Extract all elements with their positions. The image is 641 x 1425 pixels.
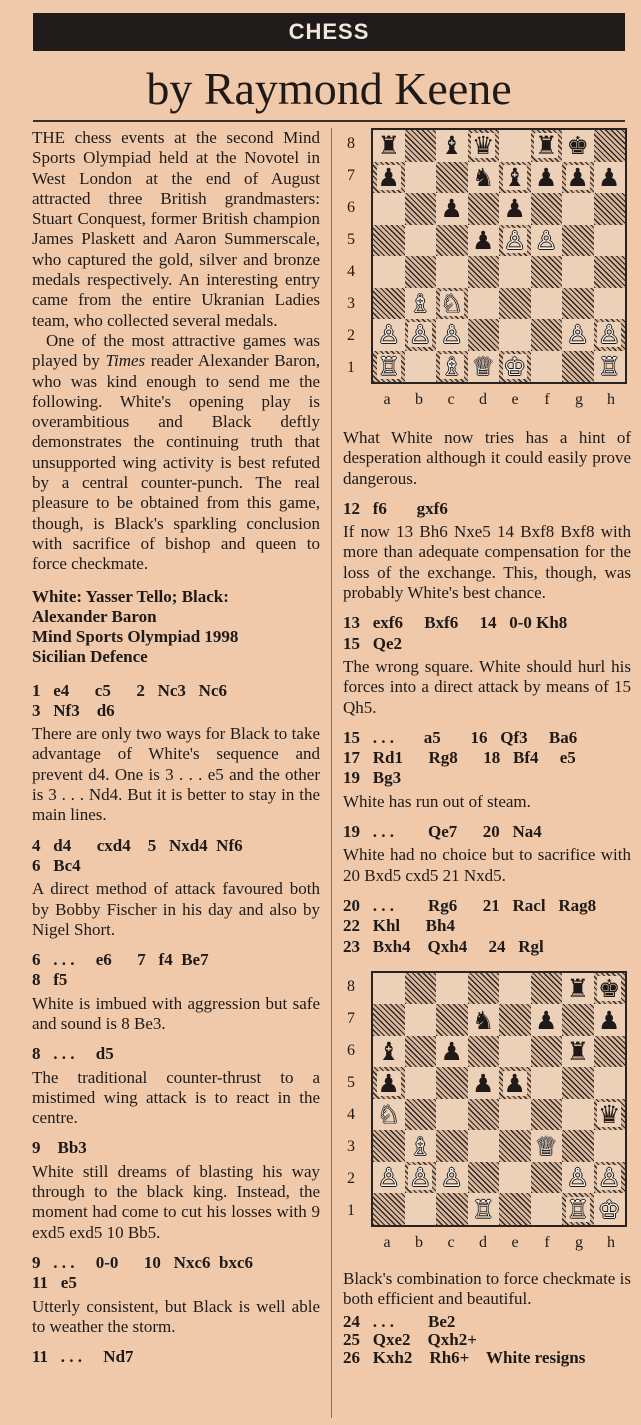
square-c2	[436, 319, 468, 351]
file-label: f	[544, 1233, 550, 1251]
square-b7	[405, 162, 437, 194]
square-h7	[594, 162, 626, 194]
square-c4	[436, 1099, 468, 1131]
square-c2	[436, 1162, 468, 1194]
left-column	[32, 128, 320, 1367]
moves-2: 3 Nf3 d6	[32, 700, 115, 720]
white-queen-icon: ♕	[535, 1131, 558, 1161]
square-f3	[531, 288, 563, 320]
square-c3	[436, 1130, 468, 1162]
square-f7	[531, 1004, 563, 1036]
r-moves-7: 19 . . . Qe7 20 Na4	[343, 822, 542, 842]
rank-label: 3	[347, 295, 355, 312]
square-d1	[468, 351, 500, 383]
rank-label: 6	[347, 1041, 355, 1059]
white-pawn-icon: ♙	[566, 320, 589, 350]
square-g2	[562, 319, 594, 351]
square-e4	[499, 1099, 531, 1131]
square-g7	[562, 162, 594, 194]
square-d6	[468, 193, 500, 225]
black-king-icon: ♚	[598, 974, 621, 1004]
black-rook-icon: ♜	[566, 974, 589, 1004]
square-b3	[405, 1130, 437, 1162]
square-a7	[373, 1004, 405, 1036]
square-d7	[468, 1004, 500, 1036]
square-d1	[468, 1193, 500, 1225]
square-a3	[373, 1130, 405, 1162]
square-g4	[562, 1099, 594, 1131]
white-pawn-icon: ♙	[409, 320, 432, 350]
square-e6	[499, 193, 531, 225]
rank-label: 6	[347, 199, 355, 216]
moves-3: 4 d4 cxd4 5 Nxd4 Nf6	[32, 835, 243, 855]
white-rook-icon: ♖	[598, 351, 621, 381]
square-a1	[373, 1193, 405, 1225]
square-h4	[594, 256, 626, 288]
square-e1	[499, 351, 531, 383]
r-moves-4: 15 . . . a5 16 Qf3 Ba6	[343, 727, 578, 747]
r-moves-13: 26 Kxh2 Rh6+ White resigns	[343, 1348, 586, 1368]
square-h7	[594, 1004, 626, 1036]
square-h5	[594, 1067, 626, 1099]
square-d8	[468, 973, 500, 1005]
moves-1: 1 e4 c5 2 Nc3 Nc6	[32, 680, 227, 700]
right-column	[343, 128, 631, 1367]
rank-label: 3	[347, 1137, 355, 1155]
square-a2	[373, 1162, 405, 1194]
white-knight-icon: ♘	[440, 288, 463, 318]
square-c8	[436, 973, 468, 1005]
square-a6	[373, 193, 405, 225]
square-h3	[594, 1130, 626, 1162]
file-label: b	[415, 391, 423, 408]
square-e3	[499, 1130, 531, 1162]
black-pawn-icon: ♟	[440, 194, 463, 224]
rank-label: 2	[347, 327, 355, 344]
square-e8	[499, 973, 531, 1005]
moves-7: 8 . . . d5	[32, 1044, 114, 1064]
diagram-1	[343, 128, 631, 428]
square-b4	[405, 1099, 437, 1131]
square-g8	[562, 973, 594, 1005]
rank-label: 1	[347, 359, 355, 376]
square-b6	[405, 193, 437, 225]
black-pawn-icon: ♟	[598, 1005, 621, 1035]
file-label: f	[544, 391, 550, 408]
r-moves-11: 24 . . . Be2	[343, 1312, 456, 1332]
square-b8	[405, 130, 437, 162]
chessboard-2	[371, 971, 627, 1227]
square-d3	[468, 1130, 500, 1162]
r-moves-1: 12 f6 gxf6	[343, 498, 448, 518]
moves-9: 9 . . . 0-0 10 Nxc6 bxc6	[32, 1252, 253, 1272]
square-c6	[436, 1036, 468, 1068]
moves-6: 8 f5	[32, 970, 68, 990]
black-pawn-icon: ♟	[377, 162, 400, 192]
square-g1	[562, 1193, 594, 1225]
r-moves-12: 25 Qxe2 Qxh2+	[343, 1330, 477, 1350]
comment-5: White still dreams of blasting his way through to the black king. Instead, the moment had come to cut his losses with 9 exd5 exd5 10 Bb5.	[32, 1161, 320, 1242]
square-a8	[373, 973, 405, 1005]
square-f4	[531, 1099, 563, 1131]
white-pawn-icon: ♙	[440, 320, 463, 350]
square-e2	[499, 319, 531, 351]
square-e4	[499, 256, 531, 288]
square-h6	[594, 193, 626, 225]
white-bishop-icon: ♗	[409, 1131, 432, 1161]
second-paragraph	[32, 331, 320, 575]
square-e7	[499, 1004, 531, 1036]
file-label: h	[607, 1233, 615, 1251]
white-rook-icon: ♖	[377, 351, 400, 381]
square-d7	[468, 162, 500, 194]
square-e3	[499, 288, 531, 320]
black-queen-icon: ♛	[598, 1100, 621, 1130]
game-header-line-1: White: Yasser Tello; Black:	[32, 586, 229, 606]
comment-6: Utterly consistent, but Black is well able to weather the storm.	[32, 1296, 320, 1336]
rank-label: 5	[347, 231, 355, 248]
square-f7	[531, 162, 563, 194]
file-label: d	[479, 391, 487, 408]
square-g5	[562, 225, 594, 257]
square-f5	[531, 225, 563, 257]
square-c7	[436, 1004, 468, 1036]
square-c1	[436, 351, 468, 383]
comment-4: The traditional counter-thrust to a mistimed wing attack is to react in the centre.	[32, 1067, 320, 1128]
square-a5	[373, 225, 405, 257]
comment-3: White is imbued with aggression but safe and sound is 8 Be3.	[32, 993, 320, 1033]
white-pawn-icon: ♙	[598, 320, 621, 350]
square-e7	[499, 162, 531, 194]
square-b5	[405, 225, 437, 257]
square-b1	[405, 351, 437, 383]
square-g6	[562, 1036, 594, 1068]
square-e5	[499, 225, 531, 257]
square-g1	[562, 351, 594, 383]
square-d5	[468, 225, 500, 257]
square-c7	[436, 162, 468, 194]
p2-text-c: reader Alexander Baron, who was kind enough to send me the following. White's opening play is overambitious and Black deftly demonstrates the continuing truth that unsupported wing activity is best refuted by a central counter-punch. The real pleasure to be obtained from this game, though, is Black's sparkling conclusion with sacrifice of bishop and queen to force checkmate.	[32, 351, 320, 574]
r-comment-5: White had no choice but to sacrifice with 20 Bxd5 cxd5 21 Nxd5.	[343, 845, 631, 885]
white-queen-icon: ♕	[472, 351, 495, 381]
r-comment-6: Black's combination to force checkmate is both efficient and beautiful.	[343, 1268, 631, 1309]
rank-label: 2	[347, 1169, 355, 1187]
black-pawn-icon: ♟	[503, 194, 526, 224]
chessboard-1	[371, 128, 627, 384]
white-pawn-icon: ♙	[377, 1163, 400, 1193]
p2-text-a: One of the most attractive games was played by	[32, 330, 320, 371]
rank-label: 5	[347, 1073, 355, 1091]
square-d6	[468, 1036, 500, 1068]
rank-label: 8	[347, 135, 355, 152]
file-label: c	[447, 1233, 455, 1251]
rank-label: 7	[347, 1009, 355, 1027]
square-g6	[562, 193, 594, 225]
square-f8	[531, 973, 563, 1005]
black-rook-icon: ♜	[377, 131, 400, 161]
square-h1	[594, 1193, 626, 1225]
r-moves-5: 17 Rd1 Rg8 18 Bf4 e5	[343, 748, 576, 768]
black-pawn-icon: ♟	[503, 1068, 526, 1098]
black-knight-icon: ♞	[472, 162, 495, 192]
square-f4	[531, 256, 563, 288]
square-d4	[468, 1099, 500, 1131]
rank-label: 8	[347, 977, 355, 995]
square-d5	[468, 1067, 500, 1099]
file-label: c	[447, 391, 455, 408]
game-header-line-4: Sicilian Defence	[32, 646, 148, 666]
r-comment-4: White has run out of steam.	[343, 791, 531, 811]
black-pawn-icon: ♟	[598, 162, 621, 192]
comment-2: A direct method of attack favoured both by Bobby Fischer in his day and also by Nigel Short.	[32, 879, 320, 939]
square-b2	[405, 319, 437, 351]
r-moves-3: 15 Qe2	[343, 633, 403, 653]
r-comment-2: If now 13 Bh6 Nxe5 14 Bxf8 Bxf8 with more than adequate compensation for the loss of the exchange. This, though, was probably White's best chance.	[343, 522, 631, 603]
file-label: e	[511, 391, 519, 408]
white-king-icon: ♔	[598, 1194, 621, 1224]
file-label: e	[511, 1233, 519, 1251]
file-label: g	[575, 1233, 583, 1251]
file-labels-2	[371, 1233, 627, 1253]
r-comment-1: What White now tries has a hint of desperation although it could easily prove dangerous.	[343, 428, 631, 488]
black-pawn-icon: ♟	[440, 1037, 463, 1067]
square-f6	[531, 1036, 563, 1068]
r-moves-8: 20 . . . Rg6 21 Racl Rag8	[343, 895, 597, 915]
black-king-icon: ♚	[566, 131, 589, 161]
r-moves-2: 13 exf6 Bxf6 14 0-0 Kh8	[343, 613, 568, 633]
white-king-icon: ♔	[503, 351, 526, 381]
square-g5	[562, 1067, 594, 1099]
file-label: d	[479, 1233, 487, 1251]
square-c8	[436, 130, 468, 162]
moves-5: 6 . . . e6 7 f4 Be7	[32, 950, 209, 970]
intro-paragraph: THE chess events at the second Mind Sports Olympiad held at the Novotel in West London at the end of August attracted three British grandmasters: Stuart Conquest, former British champion James Plaskett and Aaron Summerscale, who captured the gold, silver and bronze medals respectively. An interesting entry came from the entire Ukranian Ladies team, who collected several medals.	[32, 128, 320, 330]
square-h3	[594, 288, 626, 320]
square-h8	[594, 973, 626, 1005]
black-knight-icon: ♞	[472, 1005, 495, 1035]
square-a5	[373, 1067, 405, 1099]
moves-4: 6 Bc4	[32, 855, 81, 875]
square-h5	[594, 225, 626, 257]
square-d4	[468, 256, 500, 288]
square-c5	[436, 1067, 468, 1099]
square-h2	[594, 319, 626, 351]
square-b5	[405, 1067, 437, 1099]
file-label: g	[575, 391, 583, 408]
square-f2	[531, 1162, 563, 1194]
white-pawn-icon: ♙	[377, 320, 400, 350]
black-pawn-icon: ♟	[472, 225, 495, 255]
square-h2	[594, 1162, 626, 1194]
square-h1	[594, 351, 626, 383]
square-a2	[373, 319, 405, 351]
square-a4	[373, 1099, 405, 1131]
square-a8	[373, 130, 405, 162]
black-pawn-icon: ♟	[535, 1005, 558, 1035]
square-d3	[468, 288, 500, 320]
square-b3	[405, 288, 437, 320]
square-a4	[373, 256, 405, 288]
game-header-line-3: Mind Sports Olympiad 1998	[32, 626, 239, 646]
square-d2	[468, 1162, 500, 1194]
file-label: a	[383, 1233, 391, 1251]
white-pawn-icon: ♙	[440, 1163, 463, 1193]
moves-11: 11 . . . Nd7	[32, 1347, 134, 1367]
comment-1: There are only two ways for Black to take advantage of White's sequence and prevent d4. One is 3 . . . e5 and the other is 3 . . . Nd4. But it is better to stay in the main lines.	[32, 724, 320, 825]
square-b2	[405, 1162, 437, 1194]
rank-label: 1	[347, 1201, 355, 1219]
square-h8	[594, 130, 626, 162]
file-label: a	[383, 391, 391, 408]
file-label: b	[415, 1233, 423, 1251]
white-rook-icon: ♖	[472, 1194, 495, 1224]
square-h6	[594, 1036, 626, 1068]
black-pawn-icon: ♟	[472, 1068, 495, 1098]
r-moves-10: 23 Bxh4 Qxh4 24 Rgl	[343, 936, 544, 956]
square-a1	[373, 351, 405, 383]
times-italic: Times	[105, 351, 146, 371]
black-bishop-icon: ♝	[440, 131, 463, 161]
rank-label: 4	[347, 263, 355, 280]
square-g4	[562, 256, 594, 288]
square-f1	[531, 1193, 563, 1225]
white-bishop-icon: ♗	[409, 288, 432, 318]
square-d2	[468, 319, 500, 351]
black-queen-icon: ♛	[472, 131, 495, 161]
square-f3	[531, 1130, 563, 1162]
rank-label: 4	[347, 1105, 355, 1123]
square-b7	[405, 1004, 437, 1036]
square-d8	[468, 130, 500, 162]
rank-label: 7	[347, 167, 355, 184]
square-e5	[499, 1067, 531, 1099]
r-comment-3: The wrong square. White should hurl his forces into a direct attack by means of 15 Qh5.	[343, 656, 631, 717]
section-banner: CHESS	[33, 13, 625, 51]
square-b6	[405, 1036, 437, 1068]
square-g3	[562, 288, 594, 320]
square-h4	[594, 1099, 626, 1131]
column-divider	[331, 128, 332, 1418]
file-label: h	[607, 391, 615, 408]
square-c4	[436, 256, 468, 288]
square-g7	[562, 1004, 594, 1036]
square-f5	[531, 1067, 563, 1099]
black-bishop-icon: ♝	[377, 1037, 400, 1067]
square-e8	[499, 130, 531, 162]
r-moves-9: 22 Khl Bh4	[343, 916, 455, 936]
square-c6	[436, 193, 468, 225]
moves-10: 11 e5	[32, 1273, 77, 1293]
square-b1	[405, 1193, 437, 1225]
white-knight-icon: ♘	[377, 1100, 400, 1130]
square-c5	[436, 225, 468, 257]
square-b4	[405, 256, 437, 288]
square-g2	[562, 1162, 594, 1194]
white-pawn-icon: ♙	[535, 225, 558, 255]
white-pawn-icon: ♙	[598, 1163, 621, 1193]
square-e6	[499, 1036, 531, 1068]
square-a6	[373, 1036, 405, 1068]
white-pawn-icon: ♙	[566, 1163, 589, 1193]
diagram-2	[343, 971, 631, 1269]
white-pawn-icon: ♙	[503, 225, 526, 255]
black-rook-icon: ♜	[566, 1037, 589, 1067]
header-rule	[33, 120, 625, 122]
black-pawn-icon: ♟	[535, 162, 558, 192]
file-labels-1	[371, 390, 627, 410]
r-moves-6: 19 Bg3	[343, 768, 402, 788]
white-rook-icon: ♖	[566, 1194, 589, 1224]
square-e2	[499, 1162, 531, 1194]
square-g8	[562, 130, 594, 162]
byline: by Raymond Keene	[146, 63, 512, 114]
white-bishop-icon: ♗	[440, 351, 463, 381]
black-bishop-icon: ♝	[503, 162, 526, 192]
black-rook-icon: ♜	[535, 131, 558, 161]
square-c3	[436, 288, 468, 320]
square-g3	[562, 1130, 594, 1162]
square-f2	[531, 319, 563, 351]
square-a3	[373, 288, 405, 320]
square-f1	[531, 351, 563, 383]
white-pawn-icon: ♙	[409, 1163, 432, 1193]
square-f6	[531, 193, 563, 225]
square-c1	[436, 1193, 468, 1225]
square-f8	[531, 130, 563, 162]
black-pawn-icon: ♟	[377, 1068, 400, 1098]
square-e1	[499, 1193, 531, 1225]
black-pawn-icon: ♟	[566, 162, 589, 192]
game-header-line-2: Alexander Baron	[32, 606, 157, 626]
moves-8: 9 Bb3	[32, 1138, 87, 1158]
square-b8	[405, 973, 437, 1005]
square-a7	[373, 162, 405, 194]
